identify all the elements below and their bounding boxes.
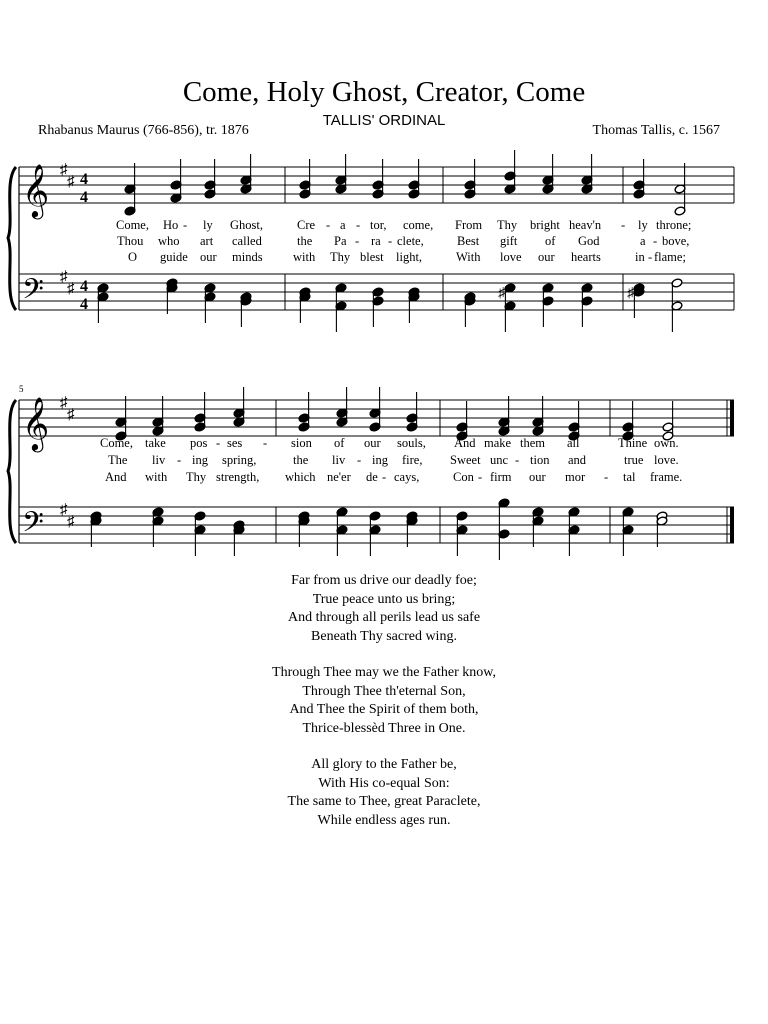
chord <box>152 507 164 547</box>
verse-line: All glory to the Father be, <box>311 757 457 772</box>
chord <box>464 159 476 199</box>
chord <box>336 507 348 556</box>
chord <box>542 283 554 327</box>
key-sharp-icon: ♯ <box>67 407 75 423</box>
verse-line: Through Thee may we the Father know, <box>272 665 496 680</box>
chord <box>581 154 593 194</box>
sharp-accidental-icon: ♯ <box>627 286 634 301</box>
chord <box>633 159 645 199</box>
lyric-line-2: Thou who art called the Pa - ra - clete, Best gift of God a - bove, <box>117 234 690 248</box>
time-signature: 4 <box>80 171 88 188</box>
bass-clef-icon: 𝄢 <box>22 273 44 313</box>
chord <box>372 159 384 199</box>
chord <box>406 392 418 432</box>
verse-line: Far from us drive our deadly foe; <box>291 573 477 588</box>
chord <box>299 287 311 323</box>
stanza <box>0 664 768 738</box>
lyrics-system-2 <box>100 436 682 484</box>
lyric-line-1: Come, take pos - ses - sion of our souls, And make them all Thine own. <box>100 436 679 450</box>
chord <box>170 159 182 203</box>
chord <box>152 396 164 436</box>
lyrics-system-1 <box>116 218 691 264</box>
system-1 <box>8 150 734 332</box>
key-sharp-icon: ♯ <box>60 162 68 178</box>
chord <box>369 387 381 432</box>
chord <box>542 154 554 194</box>
chord <box>90 511 102 547</box>
chord <box>335 154 347 194</box>
brace <box>8 167 16 310</box>
chord <box>504 283 516 332</box>
key-sharp-icon: ♯ <box>67 514 75 530</box>
chord <box>233 387 245 427</box>
chord <box>124 163 136 216</box>
additional-verses <box>0 572 768 848</box>
chord <box>498 396 510 436</box>
chord <box>299 159 311 199</box>
music-composer: Thomas Tallis, c. 1567 <box>592 123 720 138</box>
verse-line: And Thee the Spirit of them both, <box>289 702 479 717</box>
verse-line: Through Thee th'eternal Son, <box>302 683 466 699</box>
verse-line: True peace unto us bring; <box>312 591 456 607</box>
time-signature: 4 <box>80 189 88 206</box>
stanza <box>0 756 768 830</box>
key-sharp-icon: ♯ <box>60 395 68 411</box>
treble-clef-icon: 𝄞 <box>22 396 50 450</box>
time-signature: 4 <box>80 278 88 295</box>
chord <box>240 292 252 327</box>
lyric-line-3: And with Thy strength, which ne'er de - cays, Con - firm our mor - tal frame. <box>105 470 683 484</box>
chord <box>194 392 206 432</box>
chord <box>532 396 544 436</box>
lyric-line-2: The liv - ing spring, the liv - ing fire, Sweet unc - tion and true love. <box>108 453 679 467</box>
chord <box>568 507 580 556</box>
chord <box>335 283 347 332</box>
lyric-line-1: Come, Ho - ly Ghost, Cre - a - tor, come, From Thy bright heav'n - ly throne; <box>116 218 692 232</box>
chord <box>671 278 683 332</box>
chord <box>372 287 384 327</box>
tune-name: TALLIS' ORDINAL <box>322 112 446 129</box>
key-sharp-icon: ♯ <box>60 502 68 518</box>
time-signature: 4 <box>80 296 88 313</box>
chord <box>656 511 668 547</box>
chord <box>115 396 127 441</box>
chord <box>406 511 418 547</box>
verse-line: With His co-equal Son: <box>318 775 450 791</box>
stanza <box>0 572 768 646</box>
chord <box>504 150 516 194</box>
system-2 <box>8 384 734 560</box>
chord <box>194 511 206 556</box>
chord <box>240 154 252 194</box>
verse-line: While endless ages run. <box>317 812 451 828</box>
hymn-title: Come, Holy Ghost, Creator, Come <box>182 76 586 108</box>
verse-line: The same to Thee, great Paraclete, <box>287 794 481 809</box>
text-author: Rhabanus Maurus (766-856), tr. 1876 <box>38 123 249 138</box>
chord <box>456 511 468 556</box>
chord <box>97 283 109 323</box>
chord <box>166 278 178 314</box>
key-sharp-icon: ♯ <box>67 174 75 190</box>
chord <box>298 511 310 547</box>
chord <box>464 292 476 327</box>
chord <box>298 392 310 432</box>
chord <box>633 283 645 318</box>
key-sharp-icon: ♯ <box>67 281 75 297</box>
verse-line: And through all perils lead us safe <box>287 610 481 625</box>
chord <box>532 507 544 547</box>
verse-line: Thrice-blessèd Three in One. <box>302 720 466 736</box>
brace <box>8 400 16 543</box>
chord <box>336 387 348 427</box>
measure-number: 5 <box>19 384 24 394</box>
lyric-line-3: O guide our minds with Thy blest light, With love our hearts in - flame; <box>128 250 686 264</box>
chord <box>233 520 245 556</box>
bass-clef-icon: 𝄢 <box>22 506 44 546</box>
chord <box>674 163 686 216</box>
sharp-accidental-icon: ♯ <box>498 286 505 301</box>
chord <box>369 511 381 556</box>
chord <box>581 283 593 327</box>
chord <box>408 159 420 199</box>
final-barline <box>727 400 732 543</box>
chord <box>204 159 216 199</box>
verse-line: Beneath Thy sacred wing. <box>311 628 457 644</box>
treble-clef-icon: 𝄞 <box>22 163 50 217</box>
chord <box>408 287 420 323</box>
key-sharp-icon: ♯ <box>60 269 68 285</box>
chord <box>622 507 634 556</box>
chord <box>204 283 216 323</box>
